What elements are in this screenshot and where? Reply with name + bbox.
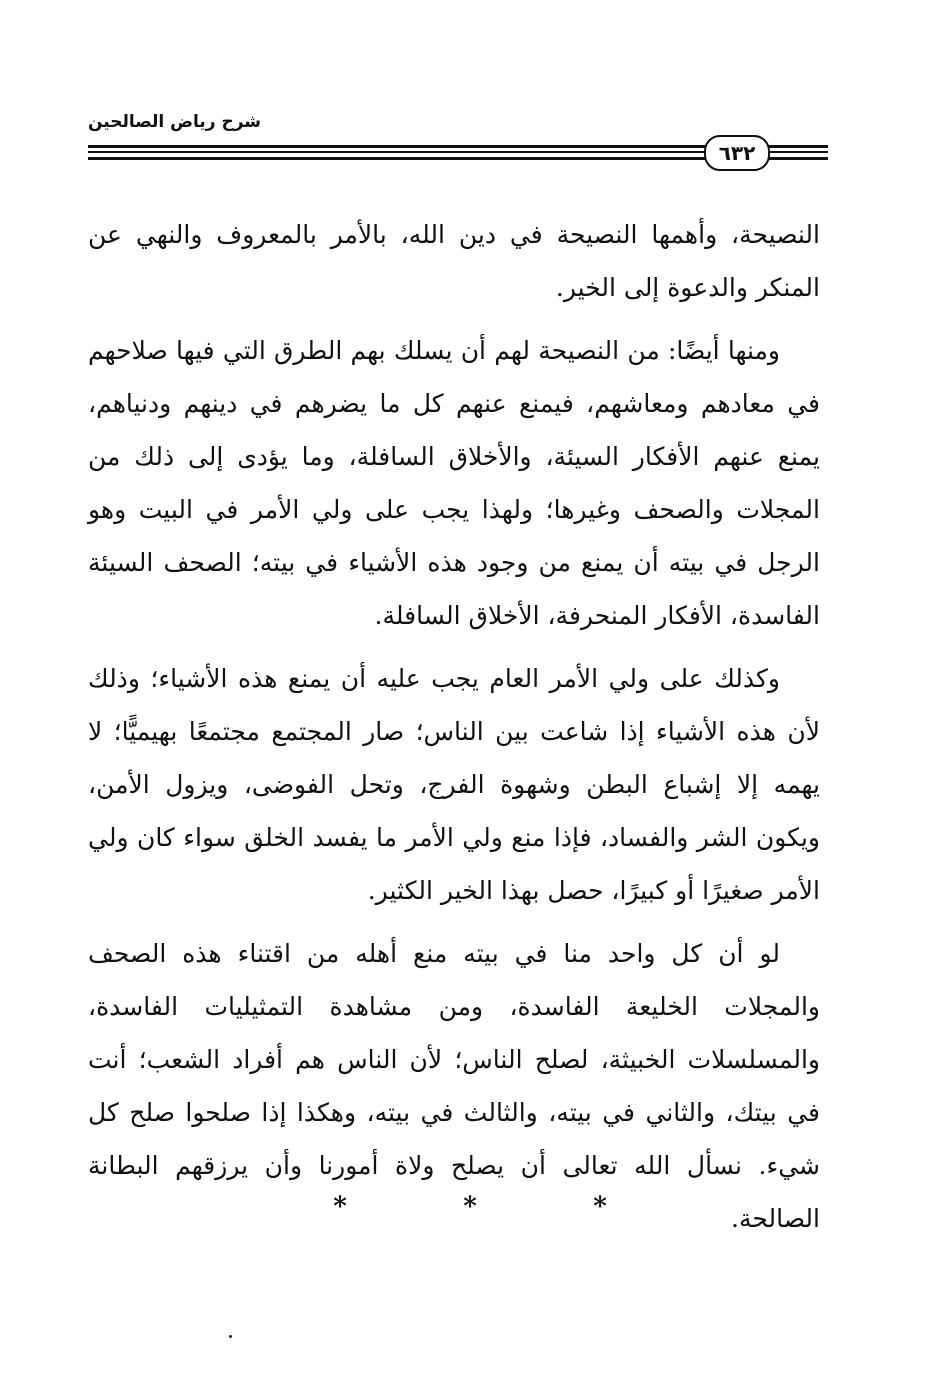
header-rule — [88, 157, 706, 160]
star-separator: * — [463, 1192, 477, 1222]
header-rule — [764, 145, 828, 148]
paragraph: لو أن كل واحد منا في بيته منع أهله من اقتناء هذه الصحف والمجلات الخليعة الفاسدة، ومن مشاهدة التمثيليات الفاسدة، والمسلسلات الخبيثة، لصلح الناس؛ لأن الناس هم أفراد الشعب؛ أنت في بيتك، والثاني في بيته، والثالث في بيته، وهكذا إذا صلحوا صلح كل شيء. نسأل الله تعالى أن يصلح ولاة أمورنا وأن يرزقهم البطانة الصالحة. — [88, 939, 820, 1233]
page-header — [88, 112, 828, 172]
star-separator: * — [593, 1192, 607, 1222]
scan-speck — [229, 1335, 232, 1338]
section-separator — [320, 1192, 620, 1222]
page-number: ٦٣٢ — [704, 135, 770, 171]
body-text — [88, 208, 820, 1255]
book-title: شرح رياض الصالحين — [88, 112, 262, 132]
paragraph: ومنها أيضًا: من النصيحة لهم أن يسلك بهم الطرق التي فيها صلاحهم في معادهم ومعاشهم، فيمنع عنهم كل ما يضرهم في دينهم ودنياهم، يمنع عنهم الأفكار السيئة، والأخلاق السافلة، وما يؤدى إلى ذلك من المجلات والصحف وغيرها؛ ولهذا يجب على ولي الأمر في البيت وهو الرجل في بيته أن يمنع من وجود هذه الأشياء في بيته؛ الصحف السيئة الفاسدة، الأفكار المنحرفة، الأخلاق السافلة. — [88, 336, 820, 630]
header-rule — [764, 157, 828, 160]
header-rule — [88, 151, 706, 153]
header-rule — [88, 145, 706, 148]
paragraph: النصيحة، وأهمها النصيحة في دين الله، بالأمر بالمعروف والنهي عن المنكر والدعوة إلى الخير. — [88, 220, 820, 302]
star-separator: * — [333, 1192, 347, 1222]
header-rule — [764, 151, 828, 153]
paragraph: وكذلك على ولي الأمر العام يجب عليه أن يمنع هذه الأشياء؛ وذلك لأن هذه الأشياء إذا شاعت بين الناس؛ صار المجتمع مجتمعًا بهيميًّا؛ لا يهمه إلا إشباع البطن وشهوة الفرج، وتحل الفوضى، ويزول الأمن، ويكون الشر والفساد، فإذا منع ولي الأمر ما يفسد الخلق سواء كان ولي الأمر صغيرًا أو كبيرًا، حصل بهذا الخير الكثير. — [88, 664, 820, 905]
